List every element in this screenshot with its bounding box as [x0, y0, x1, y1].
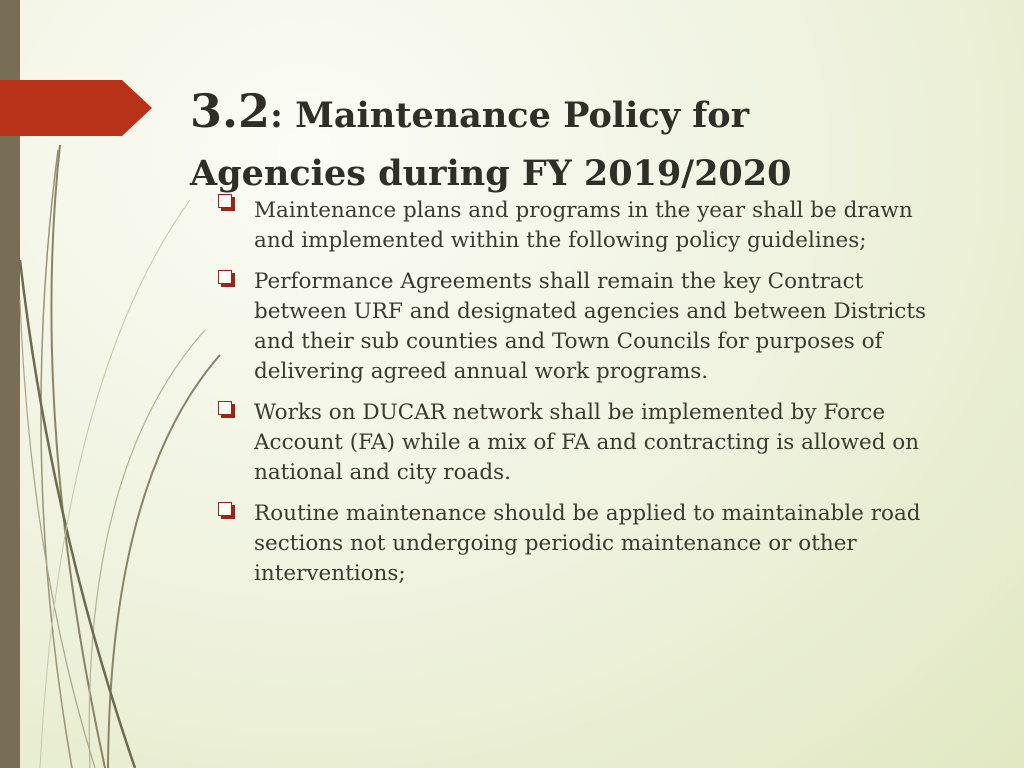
slide-title [190, 82, 890, 203]
bullet-list [214, 196, 934, 600]
bullet-text: Performance Agreements shall remain the key Contract between URF and designated agencies and between Districts and their sub counties and Town Councils for purposes of delivering agreed annual work programs. [254, 269, 927, 384]
square-checkbox-icon [218, 401, 232, 415]
title-text: : Maintenance Policy for Agencies during FY 2019/2020 [190, 95, 792, 194]
square-checkbox-icon [218, 194, 232, 208]
bullet-text: Works on DUCAR network shall be implemented by Force Account (FA) while a mix of FA and contracting is allowed on national and city roads. [254, 400, 920, 485]
bullet-item [214, 267, 934, 387]
bullet-item [214, 196, 934, 256]
bullet-item [214, 499, 934, 589]
title-arrow-tab [0, 80, 152, 136]
bullet-item [214, 398, 934, 488]
title-number: 3.2 [190, 84, 271, 138]
square-checkbox-icon [218, 502, 232, 516]
bullet-text: Maintenance plans and programs in the year shall be drawn and implemented within the following policy guidelines; [254, 198, 913, 253]
square-checkbox-icon [218, 270, 232, 284]
bullet-text: Routine maintenance should be applied to maintainable road sections not undergoing periodic maintenance or other interventions; [254, 501, 921, 586]
